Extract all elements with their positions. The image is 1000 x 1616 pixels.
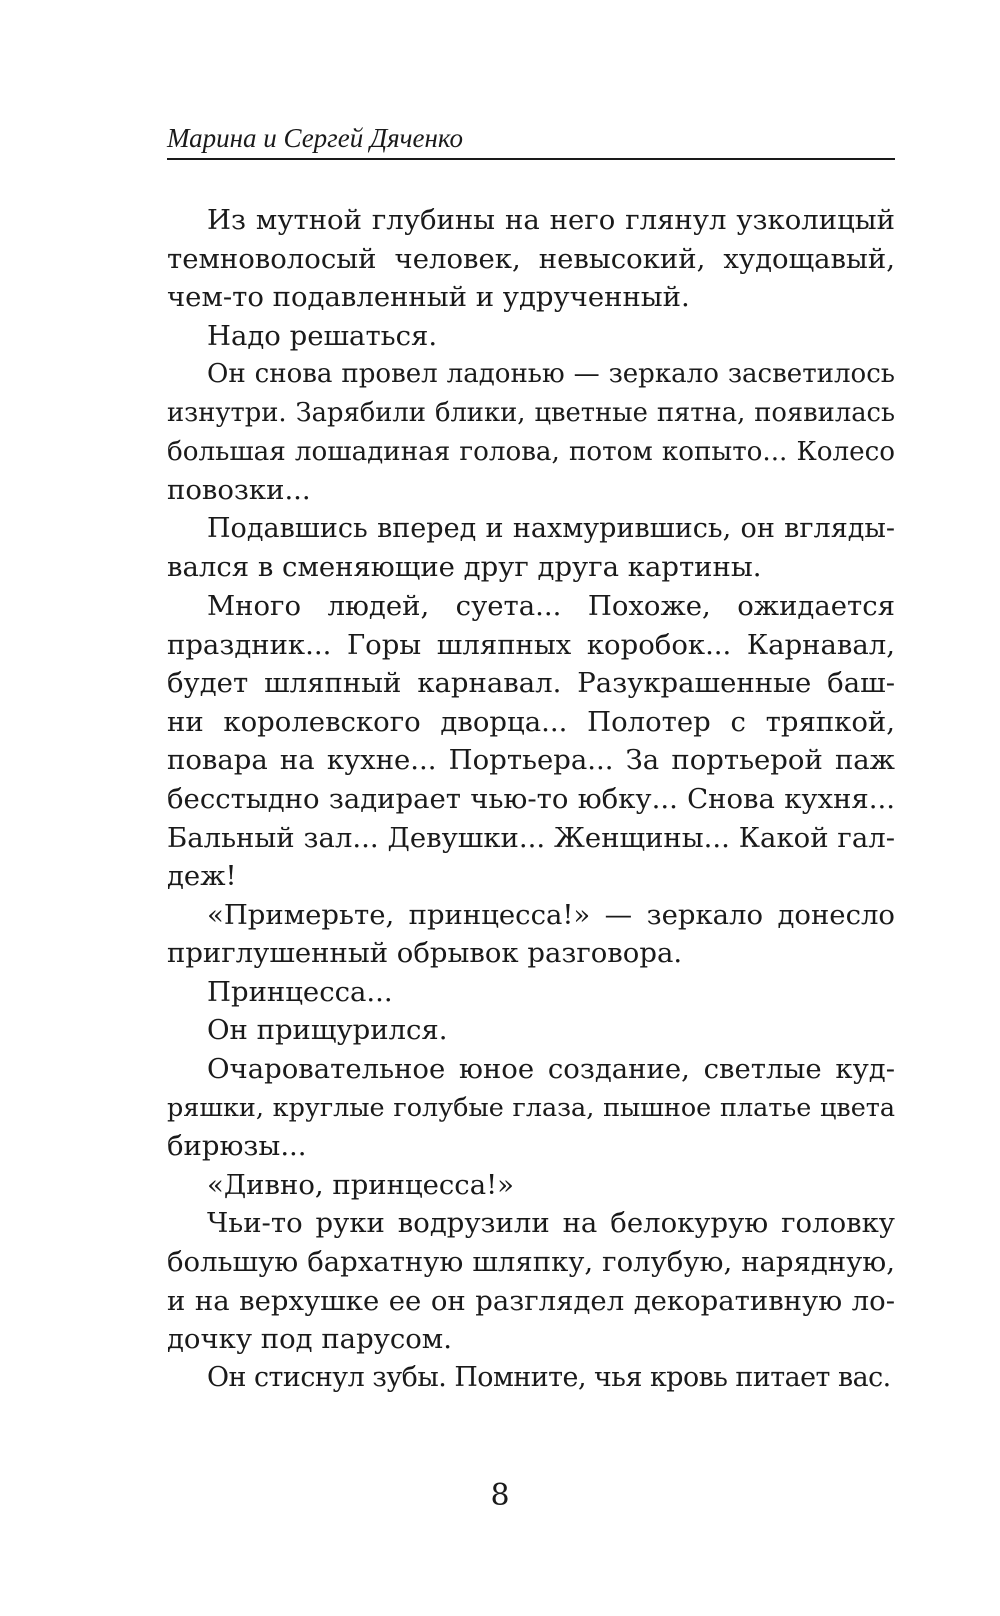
text-line: праздник... Горы шляпных коробок... Карнавал, [167,628,895,661]
text-line: будет шляпный карнавал. Разукрашенные баш- [167,667,895,700]
text-line: «Примерьте, принцесса!» — зеркало донесло [207,898,895,931]
text-line: ряшки, круглые голубые глаза, пышное платье цвета [167,1092,895,1123]
text-line: Из мутной глубины на него глянул узколицый [207,204,895,236]
text-line: Он снова провел ладонью — зеркало засветилось [207,359,895,390]
text-line: чем-то подавленный и удрученный. [167,281,690,314]
text-line: бирюзы... [167,1130,307,1163]
author-names: Марина и Сергей Дяченко [167,123,464,153]
page-number: 8 [490,1478,510,1513]
body-text [167,201,895,1397]
text-line: Очаровательное юное создание, светлые куд- [207,1053,895,1086]
text-line: Надо решаться. [207,319,438,352]
text-line: ни королевского дворца... Полотер с тряпкой, [167,705,895,738]
text-line: Чьи-то руки водрузили на белокурую головку [207,1207,895,1240]
text-line: большую бархатную шляпку, голубую, нарядную, [167,1246,895,1279]
running-head [167,116,895,160]
text-line: Он прищурился. [207,1014,448,1047]
text-line: бесстыдно задирает чью-то юбку... Снова кухня... [167,782,895,815]
text-line: и на верхушке ее он разглядел декоративную ло- [167,1284,895,1317]
text-line: повара на кухне... Портьера... За портьерой паж [167,744,895,777]
text-line: Много людей, суета... Похоже, ожидается [207,589,895,622]
text-line: Бальный зал... Девушки... Женщины... Какой гал- [167,821,895,854]
text-line: Он стиснул зубы. Помните, чья кровь питает вас. [207,1361,891,1393]
text-line: дочку под парусом. [167,1323,452,1356]
text-line: Подавшись вперед и нахмурившись, он вгляды- [207,512,895,544]
text-line: «Дивно, принцесса!» [207,1168,514,1201]
text-line: темноволосый человек, невысокий, худощавый, [167,242,895,275]
text-line: приглушенный обрывок разговора. [167,937,683,970]
text-line: изнутри. Зарябили блики, цветные пятна, появилась [167,397,895,428]
text-line: вался в сменяющие друг друга картины. [167,551,762,584]
text-line: большая лошадиная голова, потом копыто... Колесо [167,436,895,467]
text-line: Принцесса... [207,975,393,1008]
text-line: повозки... [167,474,311,507]
text-line: деж! [167,860,237,893]
